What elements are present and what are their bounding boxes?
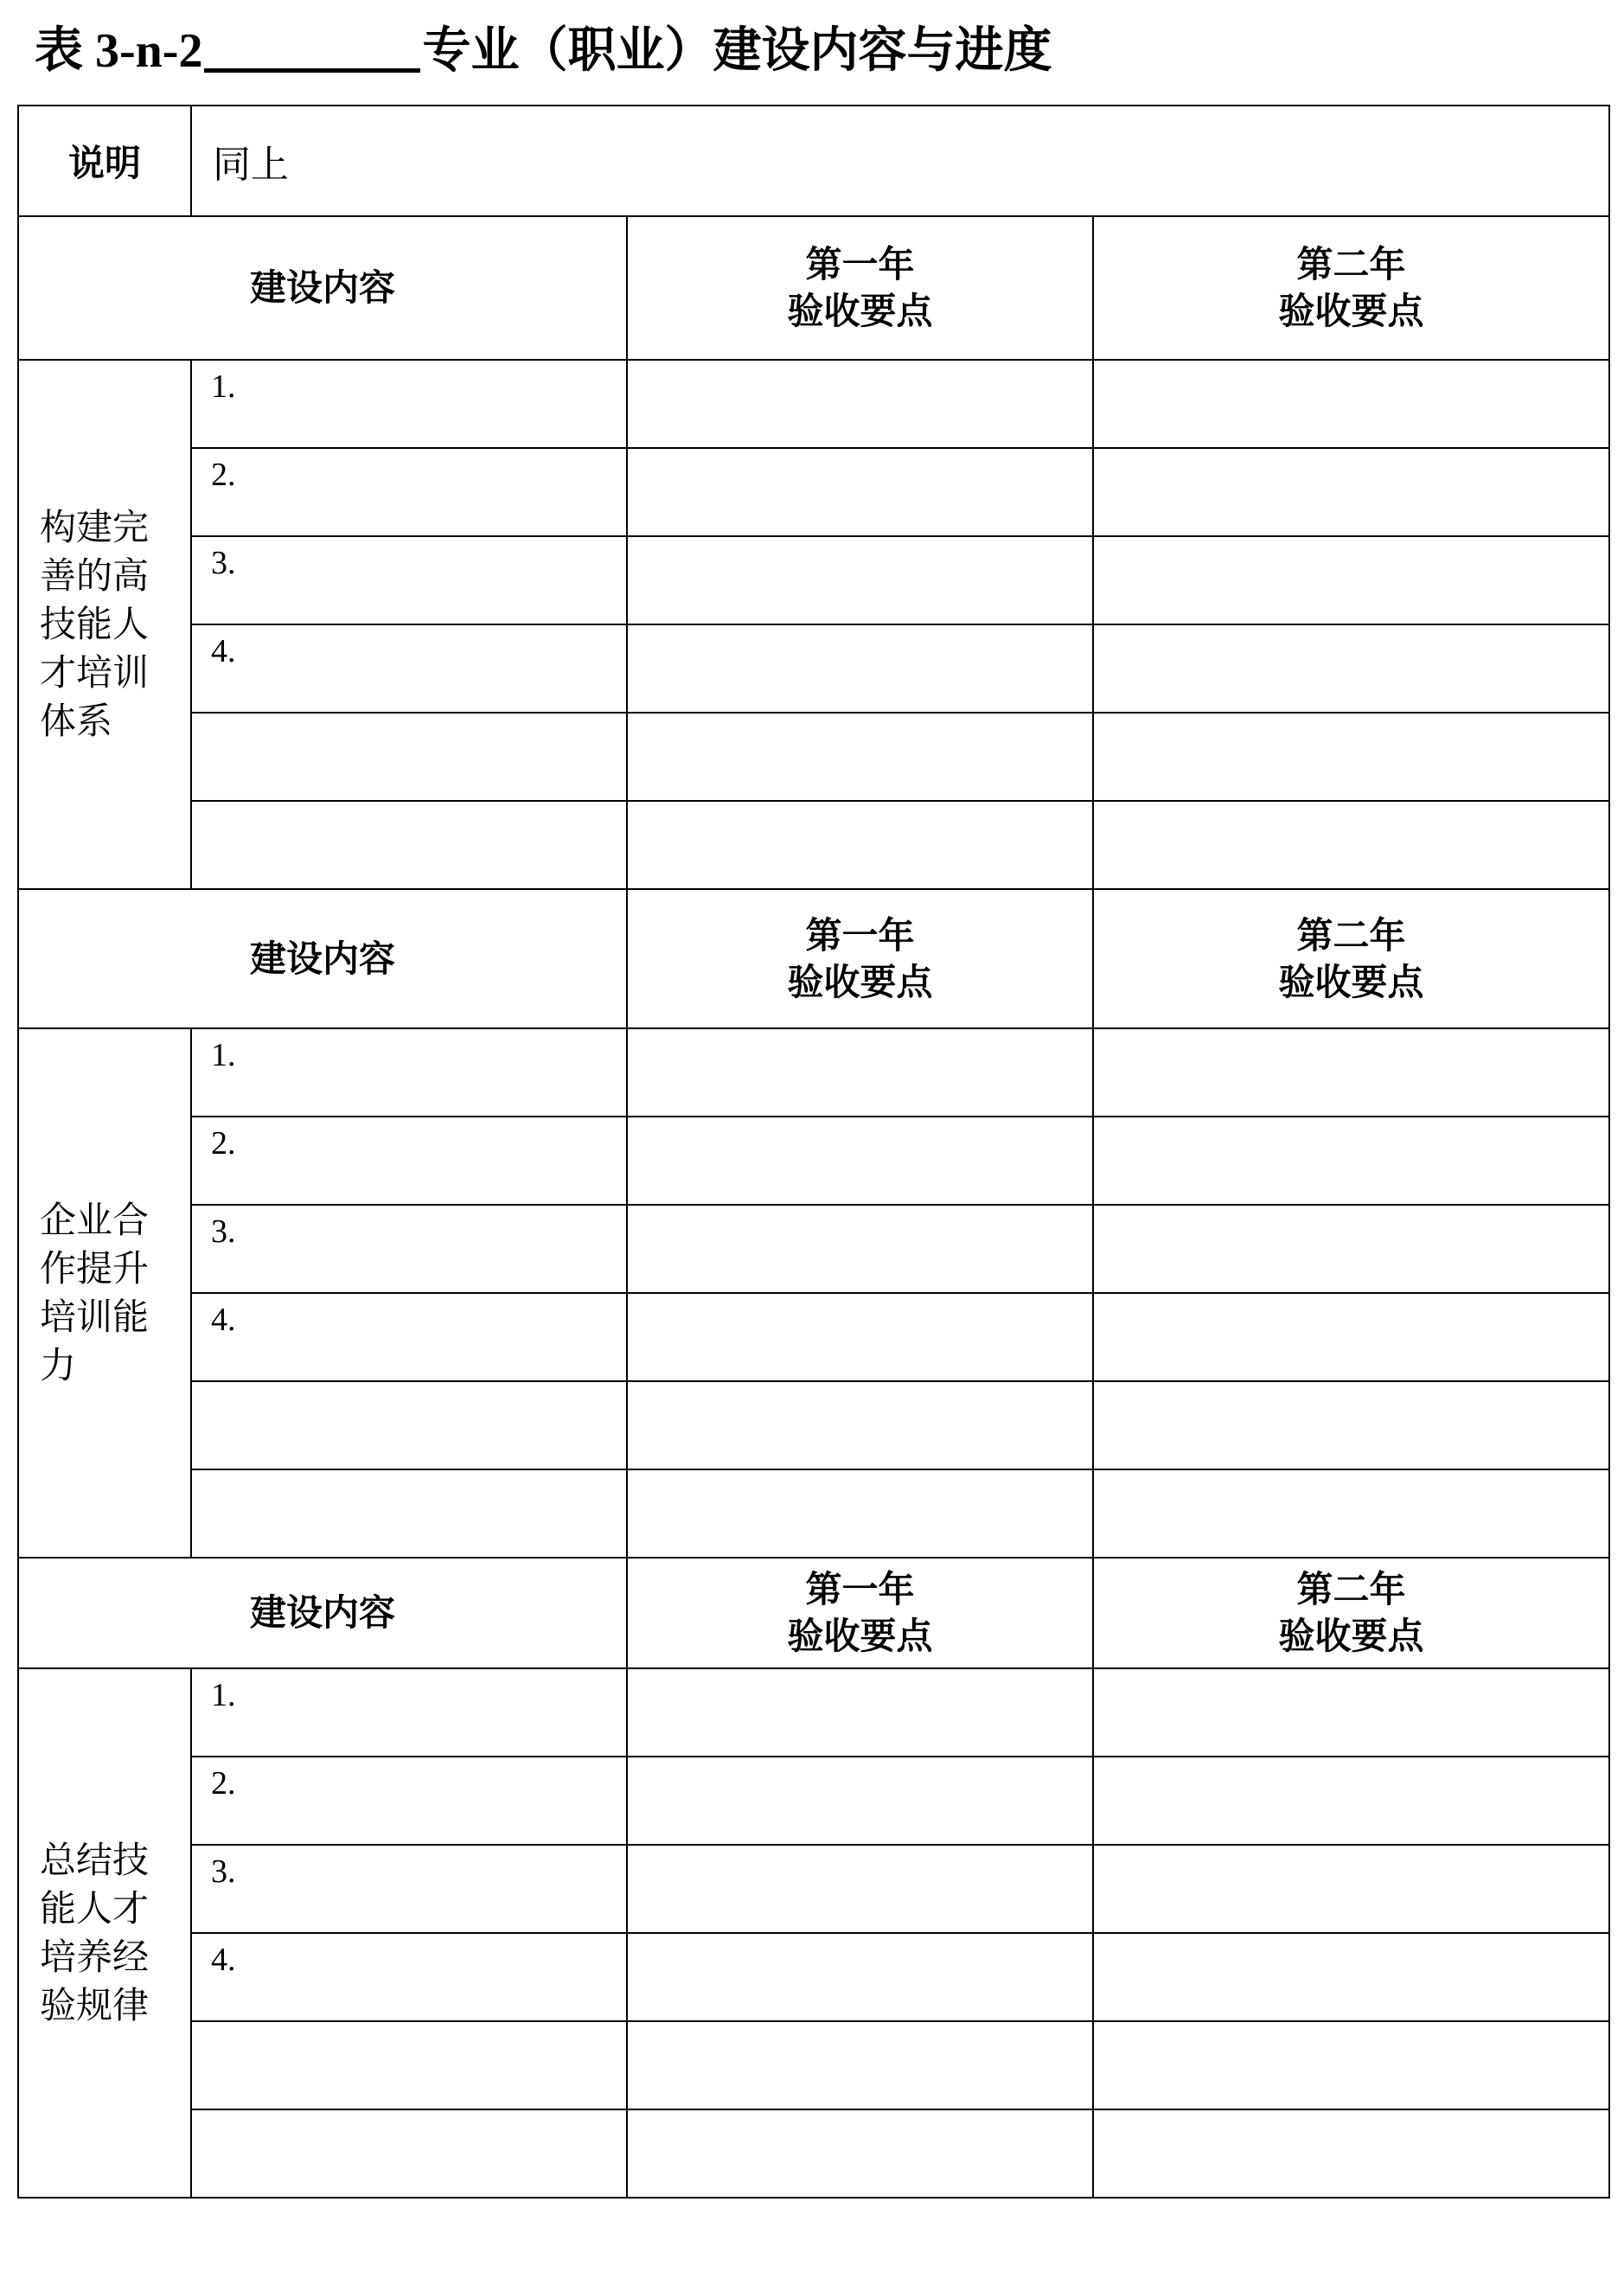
content-item[interactable] bbox=[191, 1469, 627, 1558]
section-header-row bbox=[18, 216, 1609, 360]
note-label: 说明 bbox=[18, 106, 191, 216]
year2-cell[interactable] bbox=[1093, 536, 1609, 624]
year1-cell[interactable] bbox=[627, 1668, 1093, 1757]
table-row bbox=[18, 1028, 1609, 1117]
section-header-row bbox=[18, 889, 1609, 1028]
title-code: 3-n-2 bbox=[95, 24, 203, 78]
year2-cell[interactable] bbox=[1093, 624, 1609, 713]
content-item[interactable]: 3. bbox=[191, 1845, 627, 1933]
section-label-text: 企业合作提升培训能力 bbox=[40, 1199, 150, 1386]
content-item[interactable]: 1. bbox=[191, 1028, 627, 1117]
year2-header bbox=[1093, 1558, 1609, 1668]
content-item[interactable] bbox=[191, 2021, 627, 2109]
year1-line1: 第一年 bbox=[805, 243, 915, 285]
table-row bbox=[18, 1845, 1609, 1933]
year1-cell[interactable] bbox=[627, 1293, 1093, 1381]
year1-header bbox=[627, 1558, 1093, 1668]
year1-cell[interactable] bbox=[627, 1117, 1093, 1205]
year2-line1: 第二年 bbox=[1296, 913, 1406, 957]
year2-line2: 验收要点 bbox=[1278, 960, 1424, 1003]
year2-header bbox=[1093, 889, 1609, 1028]
section-label bbox=[18, 360, 191, 889]
year2-cell[interactable] bbox=[1093, 1757, 1609, 1845]
content-item[interactable] bbox=[191, 801, 627, 889]
content-item[interactable]: 2. bbox=[191, 1757, 627, 1845]
content-header: 建设内容 bbox=[18, 216, 627, 360]
year1-cell[interactable] bbox=[627, 801, 1093, 889]
section-label bbox=[18, 1028, 191, 1558]
note-row bbox=[18, 106, 1609, 216]
note-value[interactable]: 同上 bbox=[191, 106, 1609, 216]
content-item[interactable]: 2. bbox=[191, 448, 627, 536]
year2-cell[interactable] bbox=[1093, 1293, 1609, 1381]
year2-cell[interactable] bbox=[1093, 1933, 1609, 2021]
year1-cell[interactable] bbox=[627, 624, 1093, 713]
year1-header bbox=[627, 889, 1093, 1028]
section-header-row bbox=[18, 1558, 1609, 1668]
table-row bbox=[18, 713, 1609, 801]
content-item[interactable]: 4. bbox=[191, 1933, 627, 2021]
year1-cell[interactable] bbox=[627, 1205, 1093, 1293]
table-row bbox=[18, 1381, 1609, 1469]
year2-cell[interactable] bbox=[1093, 2109, 1609, 2198]
year1-cell[interactable] bbox=[627, 2109, 1093, 2198]
table-row bbox=[18, 1933, 1609, 2021]
year2-cell[interactable] bbox=[1093, 1028, 1609, 1117]
year1-line2: 验收要点 bbox=[787, 290, 933, 332]
year2-cell[interactable] bbox=[1093, 1469, 1609, 1558]
year1-cell[interactable] bbox=[627, 1028, 1093, 1117]
section-label bbox=[18, 1668, 191, 2198]
year2-header bbox=[1093, 216, 1609, 360]
year1-cell[interactable] bbox=[627, 1381, 1093, 1469]
table-row bbox=[18, 1117, 1609, 1205]
year2-line1: 第二年 bbox=[1296, 243, 1406, 285]
year1-line2: 验收要点 bbox=[787, 1615, 933, 1657]
year1-line1: 第一年 bbox=[805, 913, 915, 957]
table-row bbox=[18, 536, 1609, 624]
content-item[interactable] bbox=[191, 1381, 627, 1469]
year1-cell[interactable] bbox=[627, 2021, 1093, 2109]
content-header: 建设内容 bbox=[18, 1558, 627, 1668]
table-row bbox=[18, 1205, 1609, 1293]
content-header: 建设内容 bbox=[18, 889, 627, 1028]
table-row bbox=[18, 1757, 1609, 1845]
year2-cell[interactable] bbox=[1093, 1381, 1609, 1469]
content-item[interactable]: 3. bbox=[191, 536, 627, 624]
year2-cell[interactable] bbox=[1093, 801, 1609, 889]
year2-cell[interactable] bbox=[1093, 1117, 1609, 1205]
content-item[interactable]: 4. bbox=[191, 1293, 627, 1381]
year1-cell[interactable] bbox=[627, 1469, 1093, 1558]
content-item[interactable]: 4. bbox=[191, 624, 627, 713]
section-label-text: 构建完善的高技能人才培训体系 bbox=[40, 506, 150, 742]
table-row bbox=[18, 360, 1609, 448]
year2-line2: 验收要点 bbox=[1278, 290, 1424, 332]
year1-cell[interactable] bbox=[627, 1757, 1093, 1845]
table-row bbox=[18, 1668, 1609, 1757]
content-item[interactable] bbox=[191, 2109, 627, 2198]
year2-line1: 第二年 bbox=[1296, 1568, 1406, 1610]
year2-cell[interactable] bbox=[1093, 713, 1609, 801]
table-row bbox=[18, 448, 1609, 536]
year1-cell[interactable] bbox=[627, 536, 1093, 624]
content-item[interactable]: 3. bbox=[191, 1205, 627, 1293]
year1-header bbox=[627, 216, 1093, 360]
year1-cell[interactable] bbox=[627, 1933, 1093, 2021]
year2-cell[interactable] bbox=[1093, 1845, 1609, 1933]
table-row bbox=[18, 2109, 1609, 2198]
page-title bbox=[35, 12, 1052, 90]
year1-cell[interactable] bbox=[627, 1845, 1093, 1933]
content-item[interactable] bbox=[191, 713, 627, 801]
year1-line2: 验收要点 bbox=[787, 960, 933, 1003]
table-row bbox=[18, 2021, 1609, 2109]
year2-cell[interactable] bbox=[1093, 1205, 1609, 1293]
year2-cell[interactable] bbox=[1093, 2021, 1609, 2109]
year2-cell[interactable] bbox=[1093, 360, 1609, 448]
year2-cell[interactable] bbox=[1093, 1668, 1609, 1757]
year1-line1: 第一年 bbox=[805, 1568, 915, 1610]
table-row bbox=[18, 1293, 1609, 1381]
table-row bbox=[18, 801, 1609, 889]
year2-cell[interactable] bbox=[1093, 448, 1609, 536]
content-item[interactable]: 1. bbox=[191, 1668, 627, 1757]
title-prefix: 表 bbox=[35, 22, 83, 79]
table-row bbox=[18, 624, 1609, 713]
title-suffix: 专业（职业）建设内容与进度 bbox=[422, 22, 1052, 79]
major-name-blank[interactable] bbox=[204, 16, 420, 73]
table-row bbox=[18, 1469, 1609, 1558]
year1-cell[interactable] bbox=[627, 713, 1093, 801]
year1-cell[interactable] bbox=[627, 360, 1093, 448]
year2-line2: 验收要点 bbox=[1278, 1615, 1424, 1657]
content-item[interactable]: 2. bbox=[191, 1117, 627, 1205]
section-label-text: 总结技能人才培养经验规律 bbox=[40, 1839, 150, 2026]
construction-progress-table bbox=[17, 105, 1610, 2199]
year1-cell[interactable] bbox=[627, 448, 1093, 536]
content-item[interactable]: 1. bbox=[191, 360, 627, 448]
